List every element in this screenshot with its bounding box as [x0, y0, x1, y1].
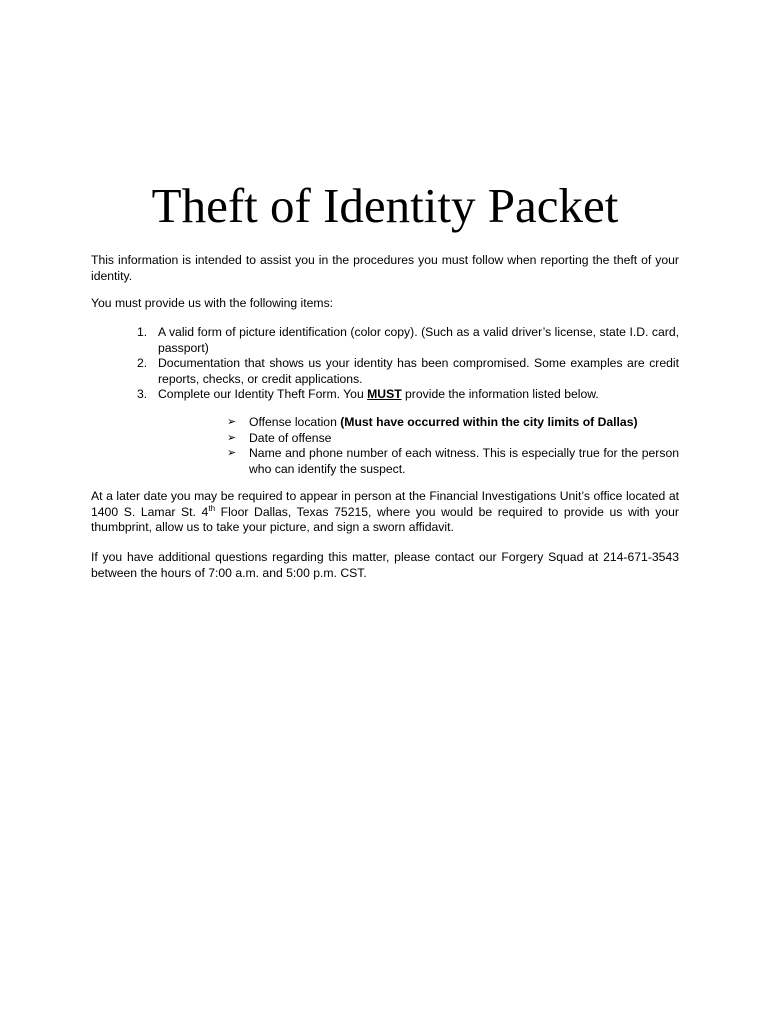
bullet-bold-text: (Must have occurred within the city limits of Dallas) — [340, 415, 638, 429]
provide-heading: You must provide us with the following items: — [91, 296, 334, 310]
required-items-list — [91, 325, 679, 403]
must-emphasis: MUST — [367, 387, 402, 401]
bullet-text: Offense location — [249, 415, 341, 429]
item-number: 1. — [137, 325, 148, 339]
bullet-text: Date of offense — [249, 430, 332, 445]
item-text-after: provide the information listed below. — [401, 387, 599, 401]
list-item — [91, 356, 679, 387]
form-information-list — [227, 415, 679, 477]
contact-paragraph: If you have additional questions regarding this matter, please contact our Forgery Squad at 214-671-3543 between the hours of 7:00 a.m. and 5:00 p.m. CST. — [91, 550, 679, 580]
item-number: 2. — [137, 356, 148, 370]
appearance-text: At a later date you may be required to appear in person at the Financial Investigations Unit’s office located at 1400 S. Lamar St. 4 — [91, 489, 679, 519]
bullet-item — [227, 431, 679, 447]
item-text: Documentation that shows us your identity has been compromised. Some examples are credit reports, checks, or credit applications. — [158, 356, 679, 386]
bullet-text: Name and phone number of each witness. This is especially true for the person who can identify the suspect. — [249, 446, 679, 476]
page-title: Theft of Identity Packet — [151, 178, 619, 233]
item-text: Complete our Identity Theft Form. You — [158, 387, 368, 401]
bullet-item — [227, 415, 679, 431]
item-text: A valid form of picture identification (color copy). (Such as a valid driver’s license, state I.D. card, passport) — [158, 325, 679, 355]
arrow-bullet-icon: ➢ — [227, 416, 237, 428]
bullet-item — [227, 446, 679, 477]
list-item — [91, 325, 679, 356]
ordinal-suffix: th — [208, 503, 216, 513]
intro-paragraph: This information is intended to assist you in the procedures you must follow when reporting the theft of your identity. — [91, 253, 679, 283]
list-item — [91, 387, 679, 403]
arrow-bullet-icon: ➢ — [227, 447, 237, 459]
appearance-text-after: Floor Dallas, Texas 75215, where you would be required to provide us with your thumbprint, allow us to take your picture, and sign a sworn affidavit. — [91, 504, 679, 534]
arrow-bullet-icon: ➢ — [227, 431, 237, 444]
appearance-paragraph — [91, 489, 679, 536]
item-number: 3. — [137, 387, 148, 401]
